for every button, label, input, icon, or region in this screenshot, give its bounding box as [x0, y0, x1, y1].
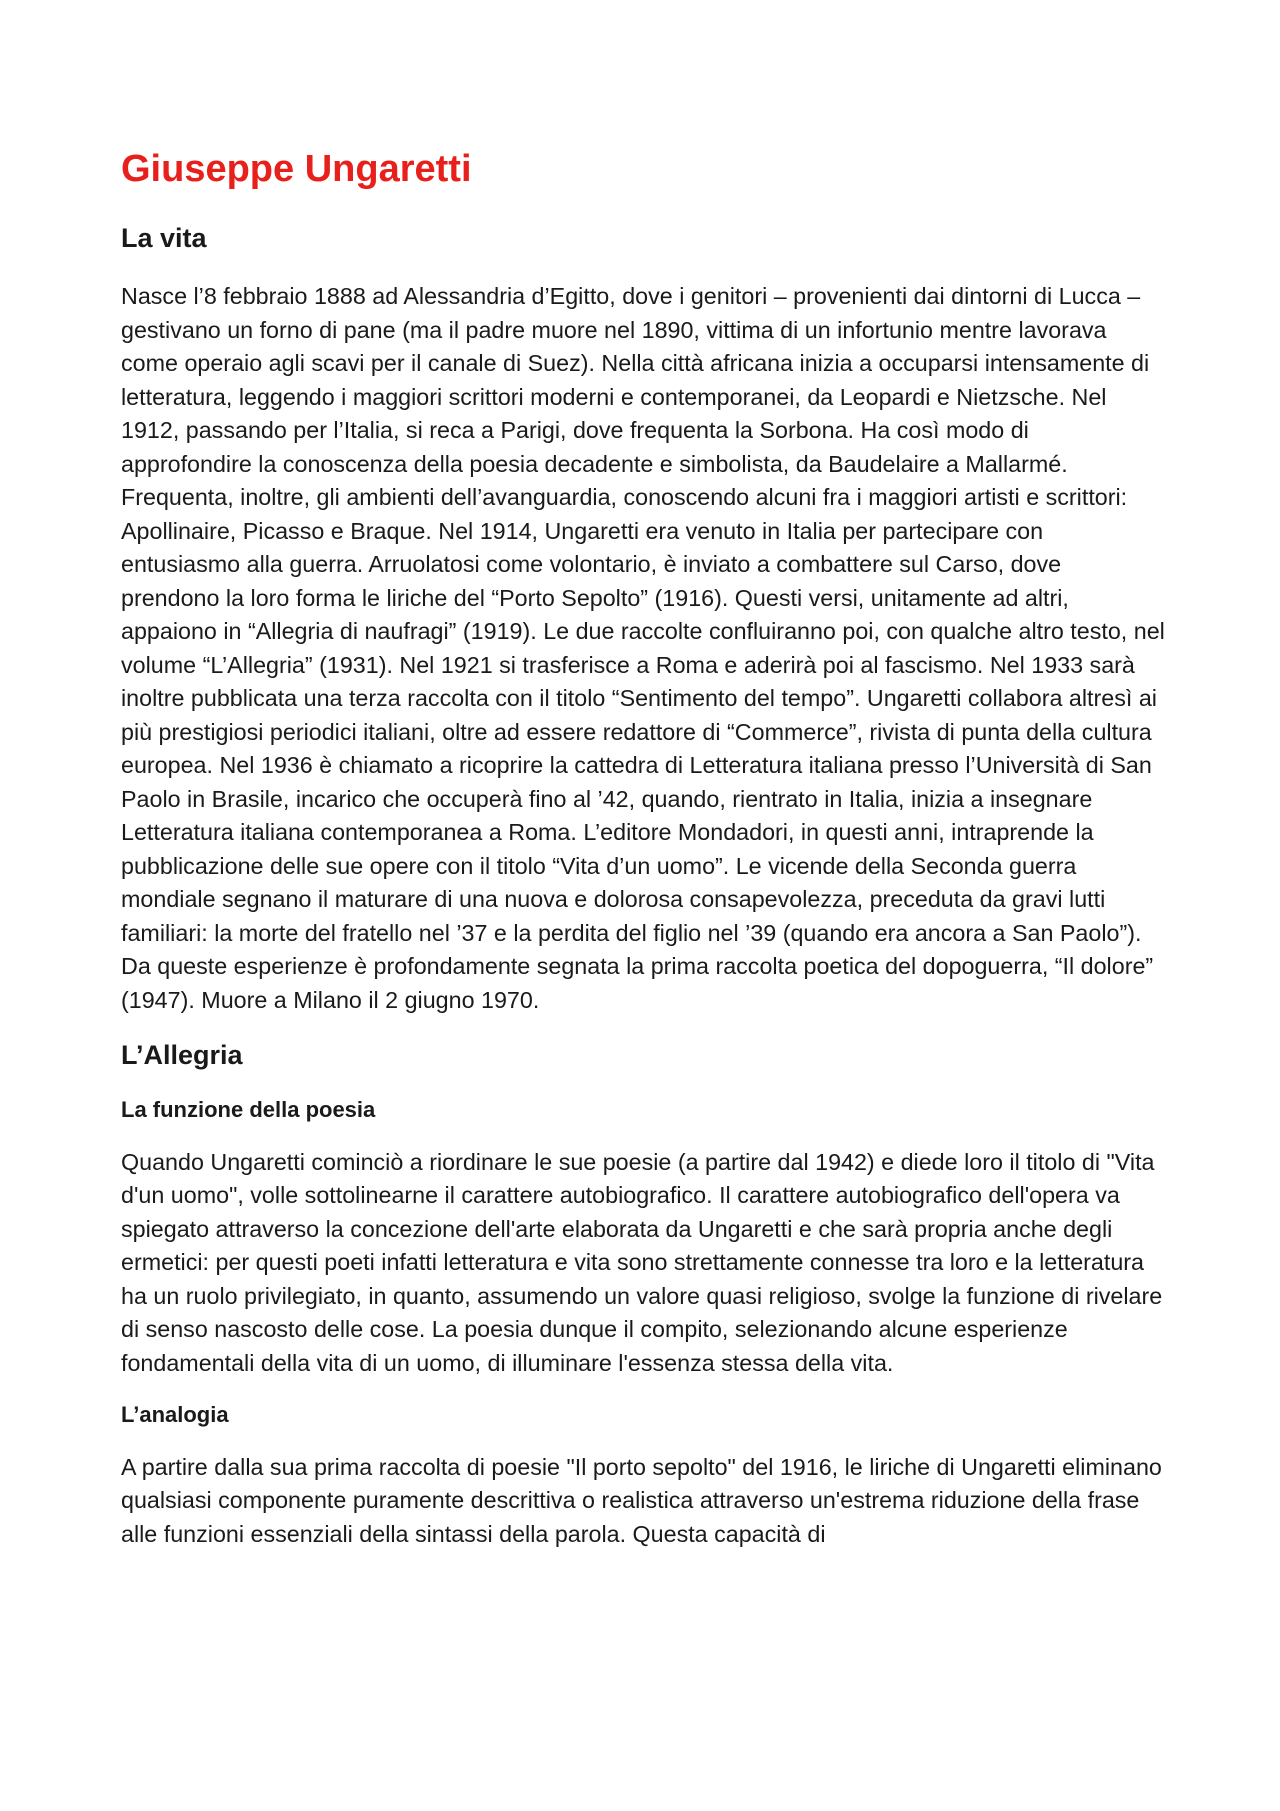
document-page [121, 148, 1166, 1551]
paragraph-funzione: Quando Ungaretti cominciò a riordinare le sue poesie (a partire dal 1942) e diede loro il titolo di "Vita d'un uomo", volle sottolinearne il carattere autobiografico. Il carattere autobiografico dell'opera va spiegato attraverso la concezione dell'arte elaborata da Ungaretti e che sarà propria anche degli ermetici: per questi poeti infatti letteratura e vita sono strettamente connesse tra loro e la letteratura ha un ruolo privilegiato, in quanto, assumendo un valore quasi religioso, svolge la funzione di rivelare di senso nascosto delle cose. La poesia dunque il compito, selezionando alcune esperienze fondamentali della vita di un uomo, di illuminare l'essenza stessa della vita. [121, 1148, 1163, 1376]
subsection-heading-analogia: L’analogia [121, 1402, 229, 1428]
paragraph-analogia: A partire dalla sua prima raccolta di poesie "Il porto sepolto" del 1916, le liriche di Ungaretti eliminano qualsiasi componente puramente descrittiva o realistica attraverso un'estrema riduzione della frase alle funzioni essenziali della sintassi della parola. Questa capacità di [121, 1453, 1162, 1547]
section-heading-allegria: L’Allegria [121, 1040, 243, 1071]
section-heading-la-vita: La vita [121, 222, 207, 253]
document-title: Giuseppe Ungaretti [121, 148, 472, 190]
subsection-heading-funzione: La funzione della poesia [121, 1097, 376, 1123]
paragraph-la-vita: Nasce l’8 febbraio 1888 ad Alessandria d’Egitto, dove i genitori – provenienti dai dintorni di Lucca – gestivano un forno di pane (ma il padre muore nel 1890, vittima di un infortunio mentre lavorava come operaio agli scavi per il canale di Suez). Nella città africana inizia a occuparsi intensamente di letteratura, leggendo i maggiori scrittori moderni e contemporanei, da Leopardi e Nietzsche. Nel 1912, passando per l’Italia, si reca a Parigi, dove frequenta la Sorbona. Ha così modo di approfondire la conoscenza della poesia decadente e simbolista, da Baudelaire a Mallarmé. Frequenta, inoltre, gli ambienti dell’avanguardia, conoscendo alcuni fra i maggiori artisti e scrittori: Apollinaire, Picasso e Braque. Nel 1914, Ungaretti era venuto in Italia per partecipare con entusiasmo alla guerra. Arruolatosi come volontario, è inviato a combattere sul Carso, dove prendono la loro forma le liriche del “Porto Sepolto” (1916). Questi versi, unitamente ad altri, appaiono in “Allegria di naufragi” (1919). Le due raccolte confluiranno poi, con qualche altro testo, nel volume “L’Allegria” (1931). Nel 1921 si trasferisce a Roma e aderirà poi al fascismo. Nel 1933 sarà inoltre pubblicata una terza raccolta con il titolo “Sentimento del tempo”. Ungaretti collabora altresì ai più prestigiosi periodici italiani, oltre ad essere redattore di “Commerce”, rivista di punta della cultura europea. Nel 1936 è chiamato a ricoprire la cattedra di Letteratura italiana presso l’Università di San Paolo in Brasile, incarico che occuperà fino al ’42, quando, rientrato in Italia, inizia a insegnare Letteratura italiana contemporanea a Roma. L’editore Mondadori, in questi anni, intraprende la pubblicazione delle sue opere con il titolo “Vita d’un uomo”. Le vicende della Seconda guerra mondiale segnano il maturare di una nuova e dolorosa consapevolezza, preceduta da gravi lutti familiari: la morte del fratello nel ’37 e la perdita del figlio nel ’39 (quando era ancora a San Paolo”). Da queste esperienze è profondamente segnata la prima raccolta poetica del dopoguerra, “Il dolore” (1947). Muore a Milano il 2 giugno 1970. [121, 283, 1165, 1013]
